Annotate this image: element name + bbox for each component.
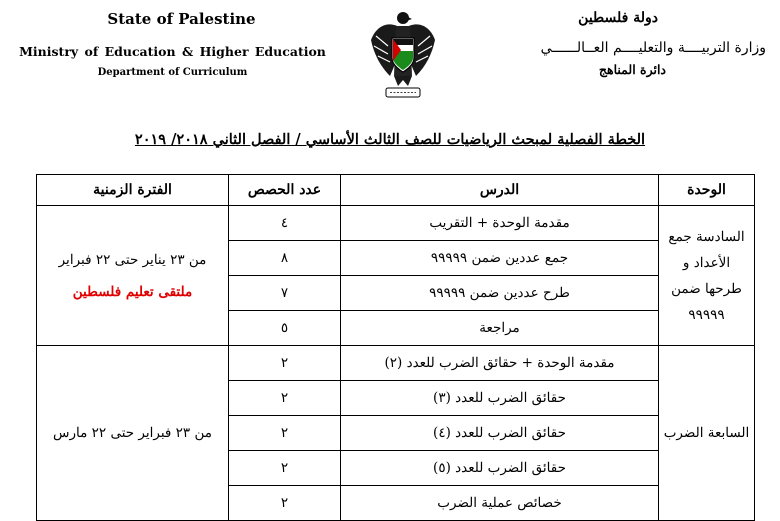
count-cell: ٤ <box>229 206 341 241</box>
document-title <box>0 131 780 148</box>
count-cell: ٢ <box>229 381 341 416</box>
state-name-en: State of Palestine <box>107 10 256 28</box>
ministry-name-en: Ministry of Education & Higher Education <box>19 44 326 59</box>
period-cell: من ٢٣ فبراير حتى ٢٢ مارس <box>37 346 229 521</box>
unit-cell: السابعة الضرب <box>659 346 755 521</box>
period-text: من ٢٣ يناير حتى ٢٢ فبراير <box>58 251 207 268</box>
state-name-ar: دولة فلسطين <box>578 10 658 26</box>
table-row <box>37 206 755 241</box>
count-cell: ٧ <box>229 276 341 311</box>
period-cell <box>37 206 229 346</box>
lesson-cell: حقائق الضرب للعدد (٤) <box>341 416 659 451</box>
count-cell: ٥ <box>229 311 341 346</box>
watermark-tag: ملتقى تعليم فلسطين <box>72 283 193 300</box>
count-cell: ٢ <box>229 486 341 521</box>
header-arabic <box>446 10 766 77</box>
table-row <box>37 346 755 381</box>
department-name-ar: دائرة المناهج <box>598 62 666 77</box>
semester-plan-table <box>36 174 755 521</box>
unit-cell: السادسة جمع الأعداد و طرحها ضمن ٩٩٩٩٩ <box>659 206 755 346</box>
lesson-cell: مقدمة الوحدة + التقريب <box>341 206 659 241</box>
header-unit: الوحدة <box>659 175 755 206</box>
header-time: الفترة الزمنية <box>37 175 229 206</box>
lesson-cell: طرح عددين ضمن ٩٩٩٩٩ <box>341 276 659 311</box>
lesson-cell: خصائص عملية الضرب <box>341 486 659 521</box>
count-cell: ٢ <box>229 416 341 451</box>
count-cell: ٨ <box>229 241 341 276</box>
lesson-cell: مقدمة الوحدة + حقائق الضرب للعدد (٢) <box>341 346 659 381</box>
lesson-cell: مراجعة <box>341 311 659 346</box>
header-english <box>0 10 345 78</box>
count-cell: ٢ <box>229 451 341 486</box>
header-lesson: الدرس <box>341 175 659 206</box>
ministry-name-ar: وزارة التربيــــة والتعليــــم العــالــــــي <box>540 40 766 56</box>
document-title-text: الخطة الفصلية لمبحث الرياضيات للصف الثالث الأساسي / الفصل الثاني ٢٠١٨/ ٢٠١٩ <box>134 131 646 148</box>
table-header-row <box>37 175 755 206</box>
department-name-en: Department of Curriculum <box>97 67 248 78</box>
lesson-cell: حقائق الضرب للعدد (٣) <box>341 381 659 416</box>
count-cell: ٢ <box>229 346 341 381</box>
lesson-cell: جمع عددين ضمن ٩٩٩٩٩ <box>341 241 659 276</box>
header-periods: عدد الحصص <box>229 175 341 206</box>
lesson-cell: حقائق الضرب للعدد (٥) <box>341 451 659 486</box>
palestine-eagle-emblem-icon <box>368 6 438 102</box>
